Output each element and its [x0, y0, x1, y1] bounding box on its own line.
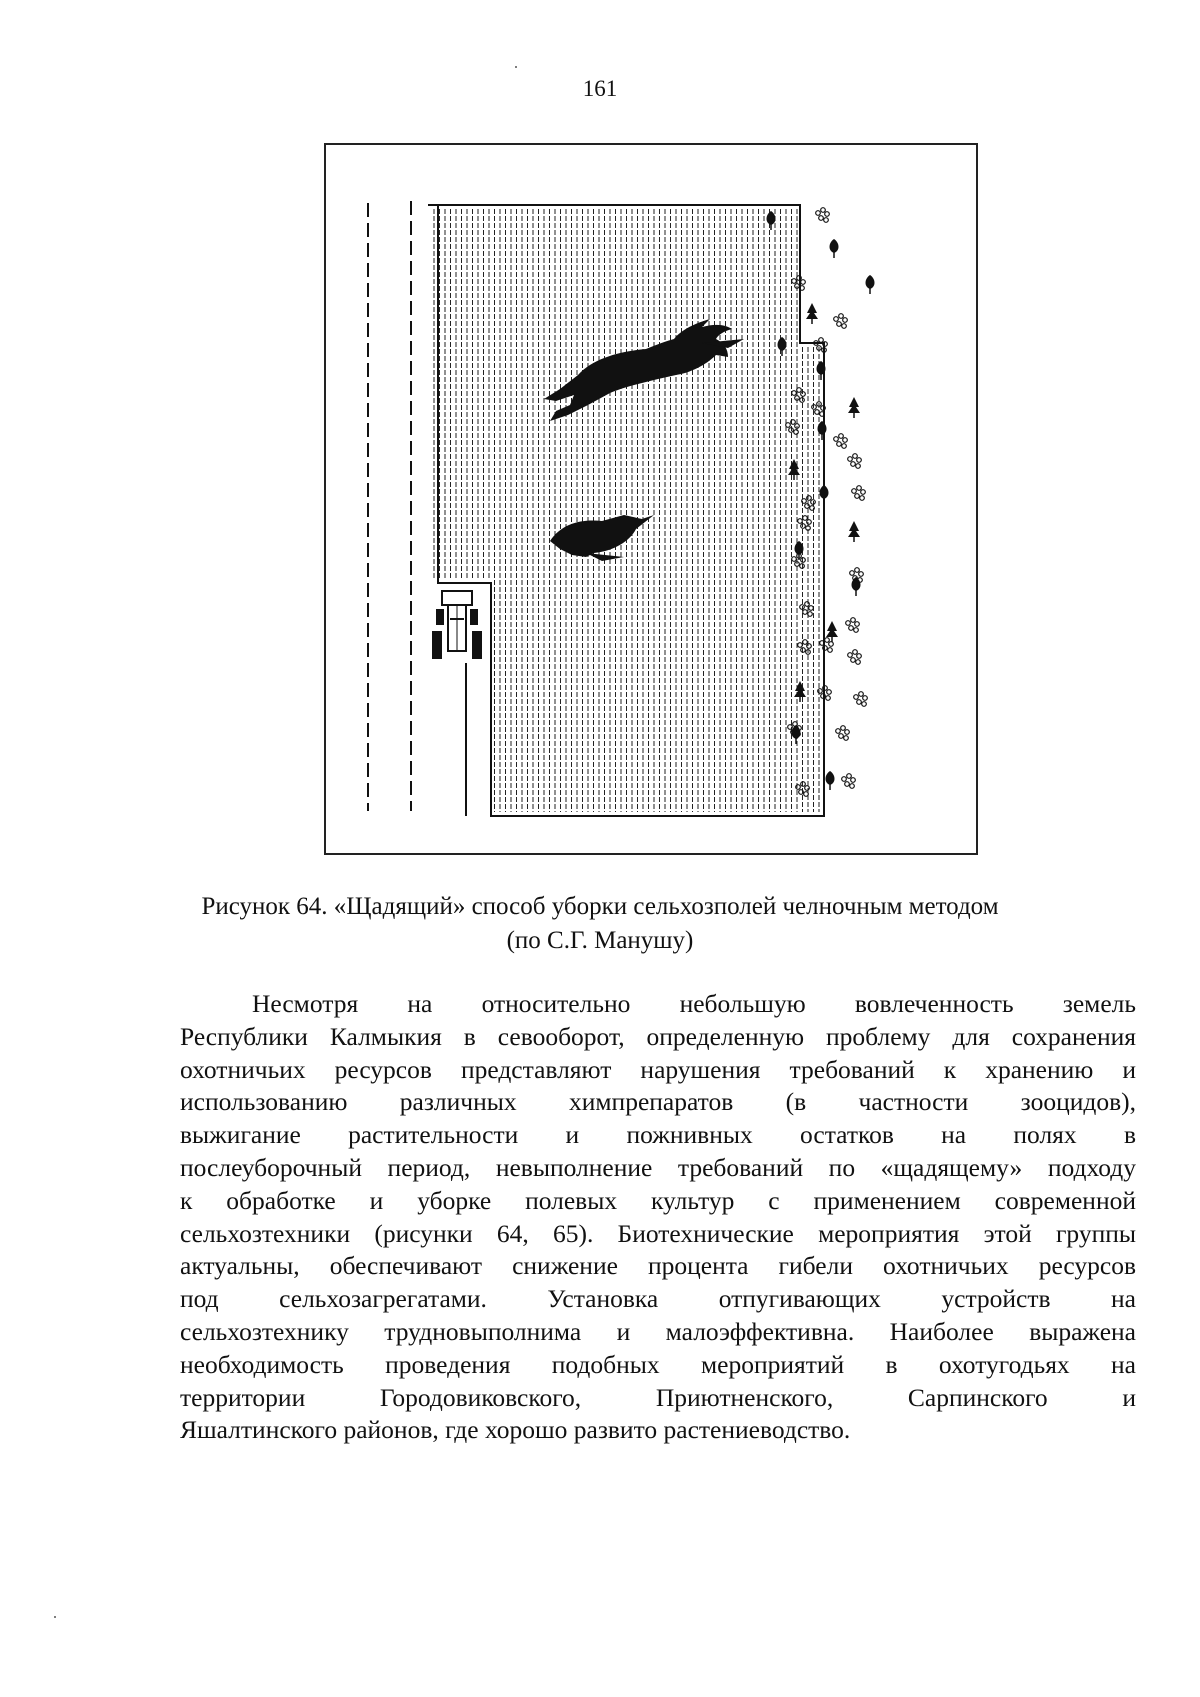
body-line: территории Городовиковского, Приютненского, Сарпинского и [180, 1382, 1136, 1412]
body-line: к обработке и уборке полевых культур с применением современной [180, 1185, 1136, 1215]
figure-frame [325, 144, 977, 854]
figure-caption-line-1: Рисунок 64. «Щадящий» способ уборки сельхозполей челночным методом [201, 893, 999, 920]
body-line: выжигание растительности и пожнивных остатков на полях в [180, 1120, 1136, 1150]
scan-speck [54, 1616, 56, 1618]
body-line: актуальны, обеспечивают снижение процента гибели охотничьих ресурсов [180, 1251, 1136, 1281]
body-line: послеуборочный период, невыполнение требований по «щадящему» подходу [180, 1152, 1136, 1182]
body-line: под сельхозагрегатами. Установка отпугивающих устройств на [180, 1284, 1136, 1314]
body-line: Несмотря на относительно небольшую вовлеченность земель [252, 989, 1136, 1018]
body-line: Республики Калмыкия в севооборот, определенную проблему для сохранения [180, 1021, 1136, 1051]
body-line: сельхозтехнику трудновыполнима и малоэффективна. Наиболее выражена [180, 1316, 1136, 1346]
body-line: использованию различных химпрепаратов (в частности зооцидов), [180, 1087, 1136, 1117]
body-paragraph [180, 988, 1136, 1447]
body-line: необходимость проведения подобных мероприятий в охотугодьях на [180, 1349, 1136, 1379]
body-line: сельхозтехники (рисунки 64, 65). Биотехнические мероприятия этой группы [180, 1218, 1136, 1248]
body-line: охотничьих ресурсов представляют нарушения требований к хранению и [180, 1054, 1136, 1084]
page-number: 161 [582, 76, 618, 101]
figure-harvest-diagram [324, 143, 978, 855]
scan-speck [515, 66, 517, 68]
figure-caption-line-2: (по С.Г. Манушу) [506, 927, 694, 954]
body-line-last: Яшалтинского районов, где хорошо развито растениеводство. [180, 1415, 851, 1445]
